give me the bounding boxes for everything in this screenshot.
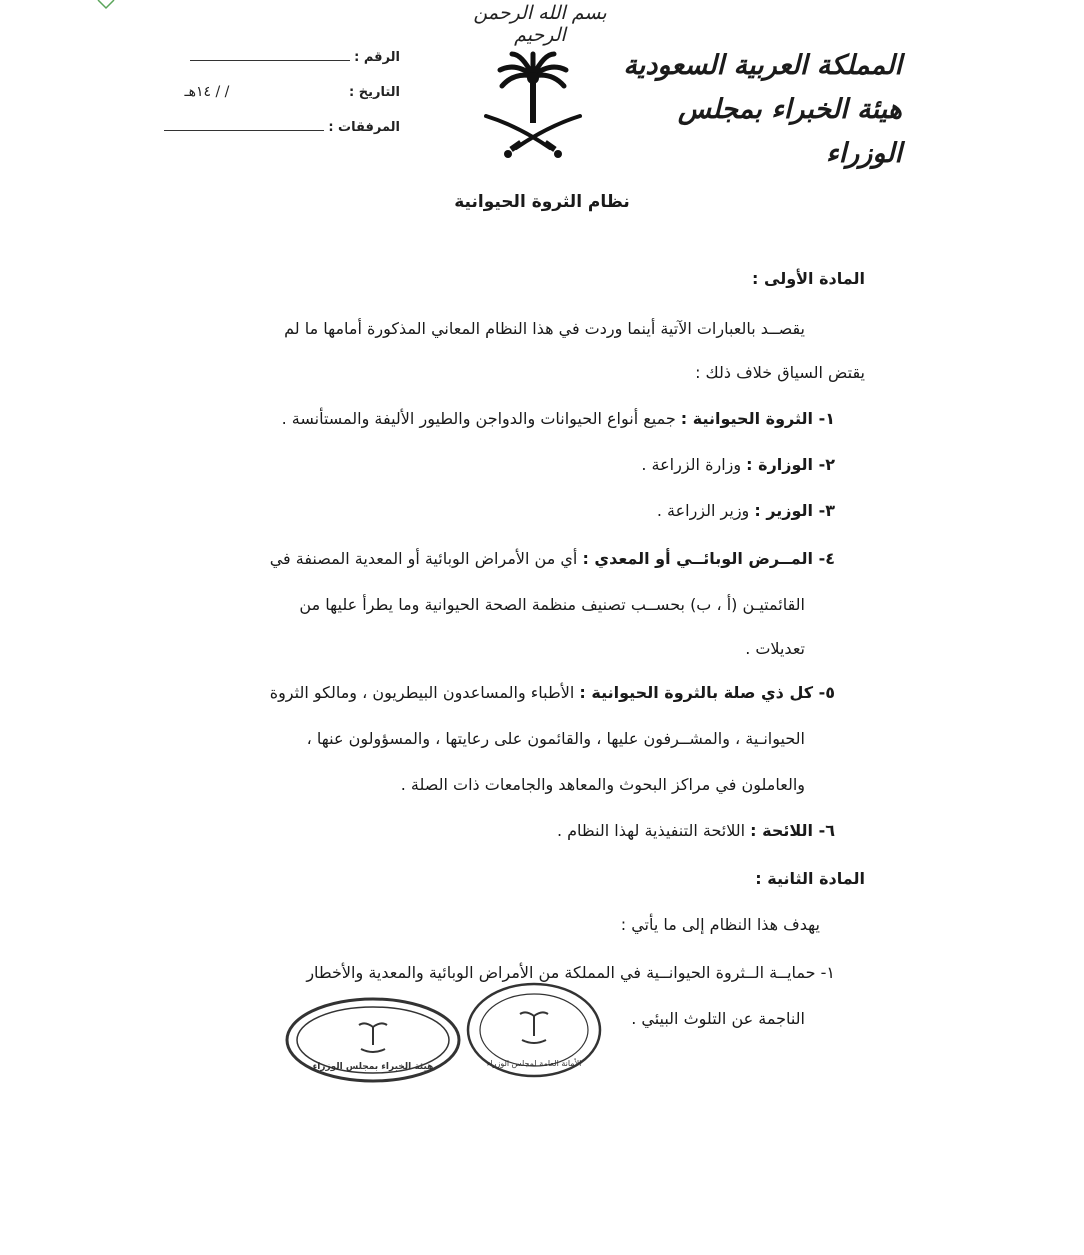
definition-2 <box>180 452 865 478</box>
date-label: التاريخ : <box>349 85 400 100</box>
definition-5-line3: والعاملون في مراكز البحوث والمعاهد والجامعات ذات الصلة . <box>400 775 805 794</box>
ref-label: الرقم : <box>354 50 400 65</box>
definition-3 <box>180 498 865 524</box>
attachments-label: المرفقات : <box>328 120 400 135</box>
definition-4-line3: تعديلات . <box>745 639 805 658</box>
right-stamp-text: الأمانة العامة لمجلس الوزراء <box>486 1059 582 1068</box>
ref-field <box>150 50 400 65</box>
definition-4-line2: القائمتيـن (أ ، ب) بحســب تصنيف منظمة الصحة الحيوانية وما يطرأ عليها من <box>299 595 805 614</box>
article2-intro: يهدف هذا النظام إلى ما يأتي : <box>620 915 820 934</box>
left-stamp-text: هيئة الخبراء بمجلس الوزراء <box>312 1062 434 1072</box>
definition-6-text: اللائحة التنفيذية لهذا النظام . <box>556 821 751 840</box>
saudi-emblem-icon <box>478 48 588 163</box>
article2-heading: المادة الثانية : <box>755 869 865 888</box>
article1-intro-line1: يقصــد بالعبارات الآتية أينما وردت في هذا النظام المعاني المذكورة أمامها ما لم <box>284 319 805 338</box>
definition-5-text: الأطباء والمساعدون البيطريون ، ومالكو الثروة <box>269 683 580 702</box>
experts-commission-stamp <box>283 995 463 1085</box>
council-secretariat-stamp <box>464 980 604 1080</box>
definition-1 <box>180 406 865 432</box>
definition-3-text: وزير الزراعة . <box>656 501 755 520</box>
definition-4-text: أي من الأمراض الوبائية أو المعدية المصنفة في <box>269 549 583 568</box>
ref-line <box>190 60 350 61</box>
issuer-letterhead <box>620 44 902 176</box>
definition-2-text: وزارة الزراعة . <box>641 455 747 474</box>
definition-6 <box>180 818 865 844</box>
definition-3-term: ٣- الوزير : <box>754 501 835 520</box>
definition-4-term: ٤- المــرض الوبائــي أو المعدي : <box>582 549 835 568</box>
definition-1-text: جميع أنواع الحيوانات والدواجن والطيور الأليفة والمستأنسة . <box>281 409 681 428</box>
definition-6-term: ٦- اللائحة : <box>750 821 835 840</box>
goal-1-line2: الناجمة عن التلوث البيئي . <box>631 1009 805 1028</box>
article1-intro-line2: يقتض السياق خلاف ذلك : <box>695 363 865 382</box>
goal-1-line1: ١- حمايــة الــثروة الحيوانــية في المملكة من الأمراض الوبائية والمعدية والأخطار <box>306 963 835 982</box>
definition-1-term: ١- الثروة الحيوانية : <box>680 409 835 428</box>
document-title: نظام الثروة الحيوانية <box>454 192 630 212</box>
definition-5-line2: الحيوانـية ، والمشــرفون عليها ، والقائمون على رعايتها ، والمسؤولون عنها ، <box>306 729 805 748</box>
kingdom-name: المملكة العربية السعودية <box>623 50 902 81</box>
definition-4-line1 <box>180 546 865 572</box>
authority-name: هيئة الخبراء بمجلس الوزراء <box>677 94 902 169</box>
basmala-calligraphy: بسم الله الرحمن الرحيم <box>473 2 607 46</box>
date-field <box>150 84 400 100</box>
article1-heading: المادة الأولى : <box>752 269 865 288</box>
definition-2-term: ٢- الوزارة : <box>746 455 835 474</box>
attachments-field <box>150 120 400 135</box>
date-value: ١٤هـ / / <box>184 84 230 100</box>
corner-mark-icon <box>96 0 116 10</box>
definition-5-line1 <box>180 680 865 706</box>
attachments-line <box>164 130 324 131</box>
definition-5-term: ٥- كل ذي صلة بالثروة الحيوانية : <box>579 683 835 702</box>
